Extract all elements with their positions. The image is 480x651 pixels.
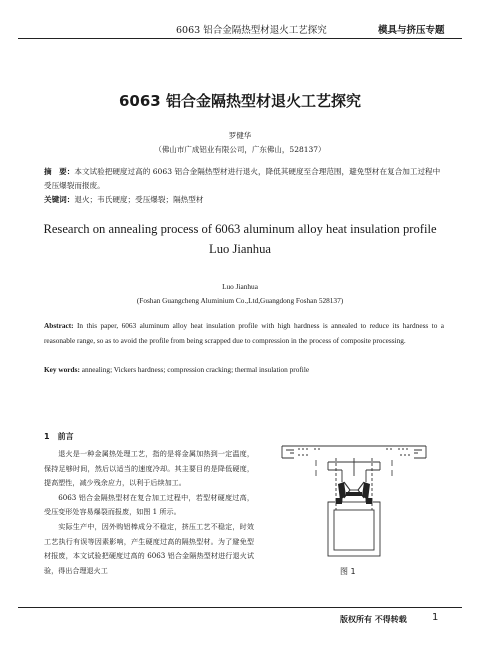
abstract-cn-label: 摘 要：	[44, 167, 75, 176]
running-header-title: 6063 铝合金隔热型材退火工艺探究	[176, 25, 327, 36]
keywords-en	[44, 363, 444, 378]
body-paragraph: 实际生产中，因外购铝棒成分不稳定，挤压工艺不稳定，时效工艺执行有误等因素影响，产生硬度过高的隔热型材。为了避免型材报废，本文试验把硬度过高的 6063 铝合金隔热型材进行退火试验，得出合理退火工	[44, 521, 254, 575]
keywords-cn-label: 关键词：	[44, 195, 75, 204]
abstract-cn-text: 本文试验把硬度过高的 6063 铝合金隔热型材进行退火，降低其硬度至合理范围，避免型材在复合加工过程中受压爆裂而报废。	[44, 167, 441, 190]
keywords-en-label: Key words:	[44, 365, 80, 374]
footer-copyright: 版权所有 不得转载	[340, 614, 407, 624]
header-rule	[18, 38, 462, 39]
abstract-en-text: In this paper, 6063 aluminum alloy heat insulation profile with high hardness is annealed to reduce its hardness to a reasonable range, so as to avoid the profile from being scrapped due to compression in the process of composite processing.	[44, 321, 444, 345]
keywords-en-text: annealing; Vickers hardness; compression cracking; thermal insulation profile	[79, 365, 310, 374]
abstract-en	[44, 319, 444, 348]
footer-rule	[18, 607, 462, 608]
author-en: Luo Jianhua	[222, 282, 258, 291]
author-cn: 罗健华	[228, 131, 252, 140]
keywords-cn	[44, 193, 444, 207]
figure-profile-cross-section	[276, 440, 432, 564]
body-text	[44, 447, 254, 578]
running-header-section: 模具与挤压专题	[378, 25, 445, 36]
body-paragraph: 6063 铝合金隔热型材在复合加工过程中，若型材硬度过高，受压变形处容易爆裂而报废，如图 1 所示。	[44, 492, 254, 517]
paper-title-cn: 6063 铝合金隔热型材退火工艺探究	[119, 92, 361, 110]
paper-title-en: Research on annealing process of 6063 aluminum alloy heat insulation profile	[43, 222, 437, 236]
body-paragraph: 退火是一种金属热处理工艺，指的是将金属加热到一定温度，保持足够时间，然后以适当的速度冷却。其主要目的是降低硬度，提高塑性，减少残余应力，以利于后续加工。	[44, 449, 254, 488]
figure-caption: 图 1	[340, 567, 356, 576]
affiliation-en: (Foshan Guangcheng Aluminium Co.,Ltd,Guangdong Foshan 528137)	[136, 296, 344, 305]
abstract-en-label: Abstract:	[44, 321, 74, 330]
page-number: 1	[432, 612, 439, 623]
section-heading: 1 前言	[44, 432, 74, 441]
author-en-title: Luo Jianhua	[209, 242, 271, 256]
abstract-cn	[44, 165, 444, 193]
affiliation-cn: （佛山市广成铝业有限公司，广东佛山，528137）	[154, 145, 326, 154]
keywords-cn-text: 退火；韦氏硬度；受压爆裂；隔热型材	[74, 195, 204, 204]
